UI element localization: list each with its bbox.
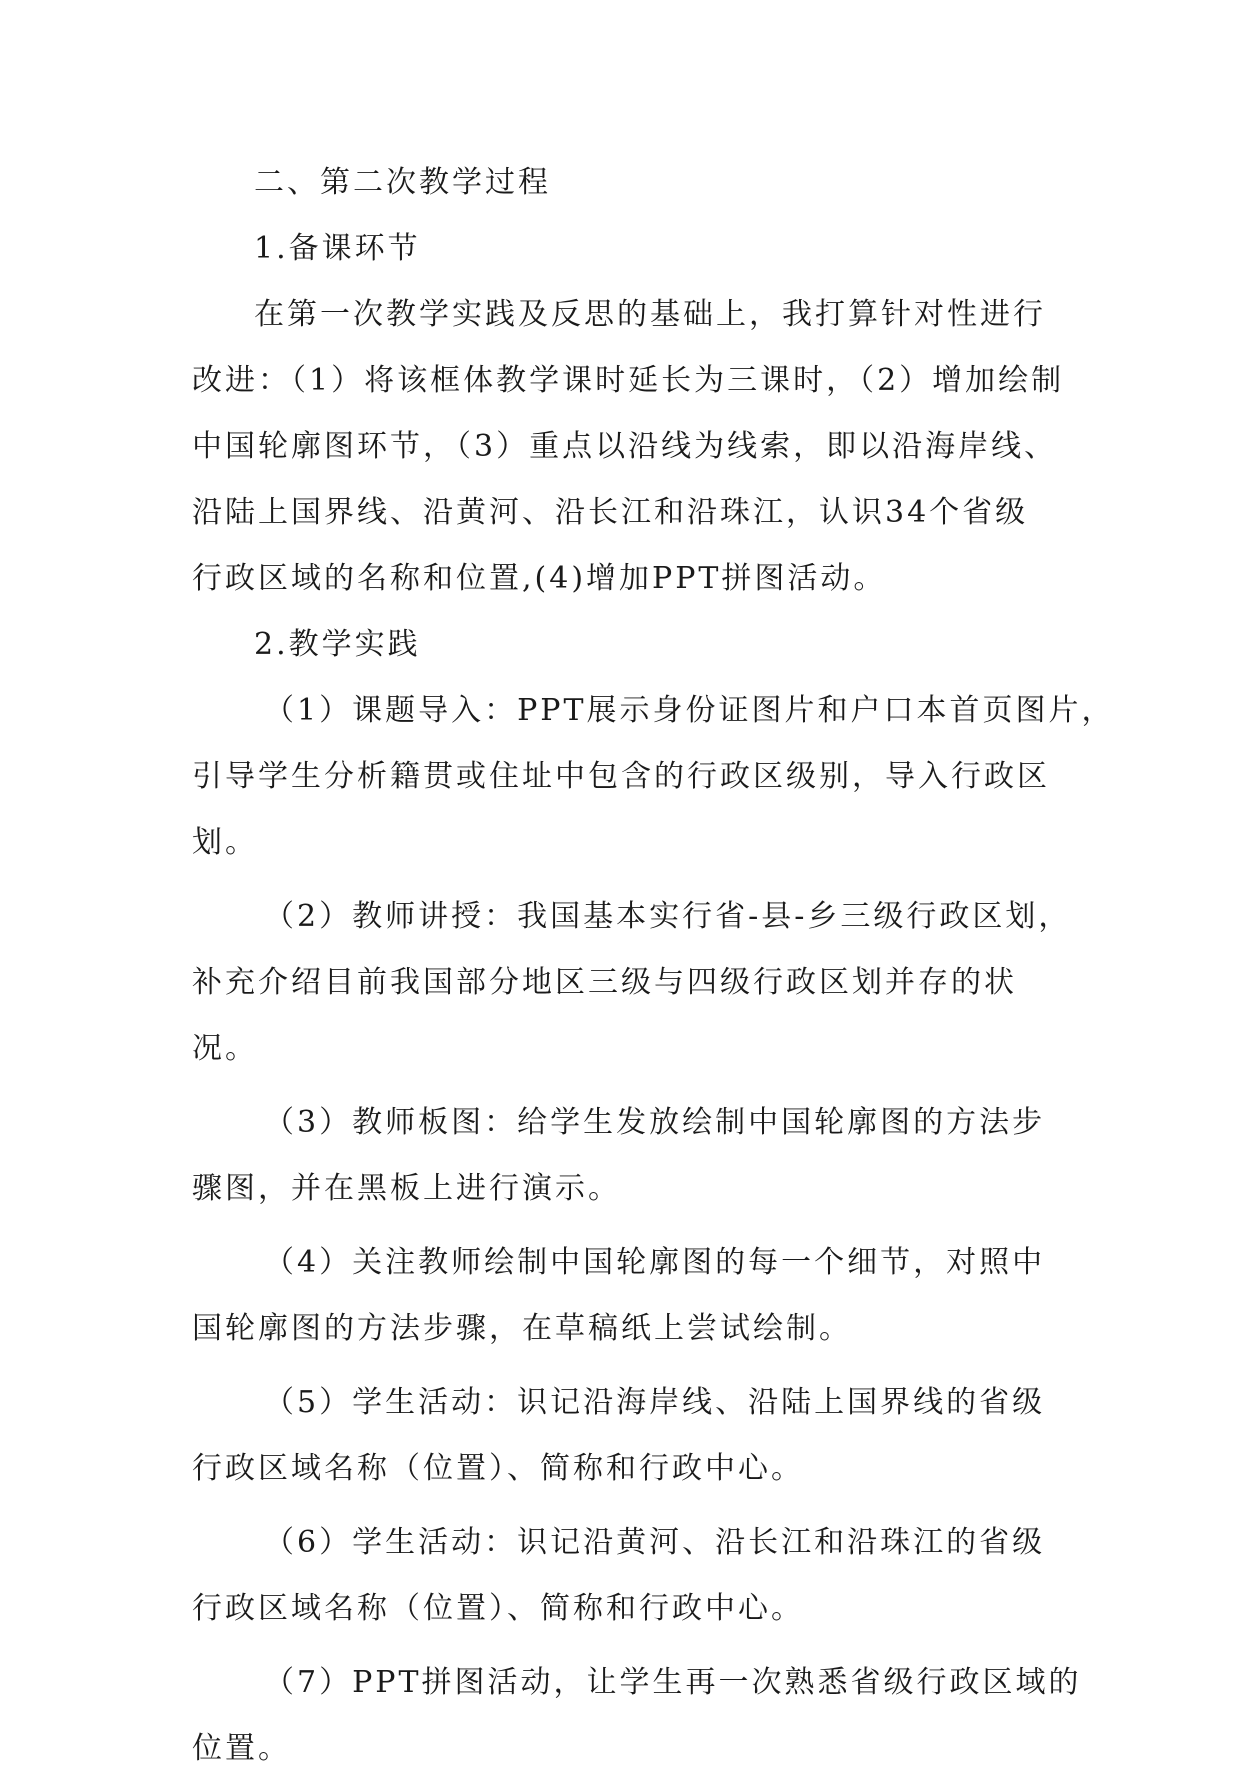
subsection-title-preparation: 1.备课环节 <box>254 231 421 266</box>
step-2 <box>192 884 1072 1082</box>
paragraph-line: 补充介绍目前我国部分地区三级与四级行政区划并存的状 <box>192 965 1017 1000</box>
step-7 <box>192 1650 1082 1782</box>
step-1 <box>192 678 1115 876</box>
paragraph-line: （6）学生活动：识记沿黄河、沿长江和沿珠江的省级 <box>264 1525 1046 1560</box>
paragraph-preparation <box>192 282 1065 612</box>
paragraph-line: 况。 <box>192 1031 258 1066</box>
paragraph-line: 沿陆上国界线、沿黄河、沿长江和沿珠江，认识34个省级 <box>192 495 1029 530</box>
paragraph-line: （5）学生活动：识记沿海岸线、沿陆上国界线的省级 <box>264 1385 1046 1420</box>
section-title: 二、第二次教学过程 <box>254 165 551 200</box>
paragraph-line: 改进：（1）将该框体教学课时延长为三课时，（2）增加绘制 <box>192 363 1065 398</box>
step-5 <box>192 1370 1052 1502</box>
paragraph-line: 行政区域的名称和位置,(4)增加PPT拼图活动。 <box>192 561 887 596</box>
step-4 <box>192 1230 1052 1362</box>
document-body <box>192 150 1115 1782</box>
paragraph-line: （4）关注教师绘制中国轮廓图的每一个细节，对照中 <box>264 1245 1046 1280</box>
paragraph-line: （7）PPT拼图活动，让学生再一次熟悉省级行政区域的 <box>264 1665 1082 1700</box>
subsection-title-practice: 2.教学实践 <box>254 627 421 662</box>
paragraph-line: 国轮廓图的方法步骤，在草稿纸上尝试绘制。 <box>192 1311 852 1346</box>
paragraph-line: 划。 <box>192 825 258 860</box>
paragraph-line: 行政区域名称（位置）、简称和行政中心。 <box>192 1451 804 1486</box>
paragraph-line: 位置。 <box>192 1731 291 1766</box>
step-6 <box>192 1510 1052 1642</box>
paragraph-line: 在第一次教学实践及反思的基础上，我打算针对性进行 <box>254 297 1046 332</box>
paragraph-line: 骤图，并在黑板上进行演示。 <box>192 1171 621 1206</box>
paragraph-line: （3）教师板图：给学生发放绘制中国轮廓图的方法步 <box>264 1105 1046 1140</box>
paragraph-line: （1）课题导入：PPT展示身份证图片和户口本首页图片， <box>264 693 1115 728</box>
step-3 <box>192 1090 1052 1222</box>
paragraph-line: 中国轮廓图环节，（3）重点以沿线为线索，即以沿海岸线、 <box>192 429 1058 464</box>
paragraph-line: 引导学生分析籍贯或住址中包含的行政区级别，导入行政区 <box>192 759 1050 794</box>
paragraph-line: （2）教师讲授：我国基本实行省-县-乡三级行政区划， <box>264 899 1072 934</box>
paragraph-line: 行政区域名称（位置）、简称和行政中心。 <box>192 1591 804 1626</box>
